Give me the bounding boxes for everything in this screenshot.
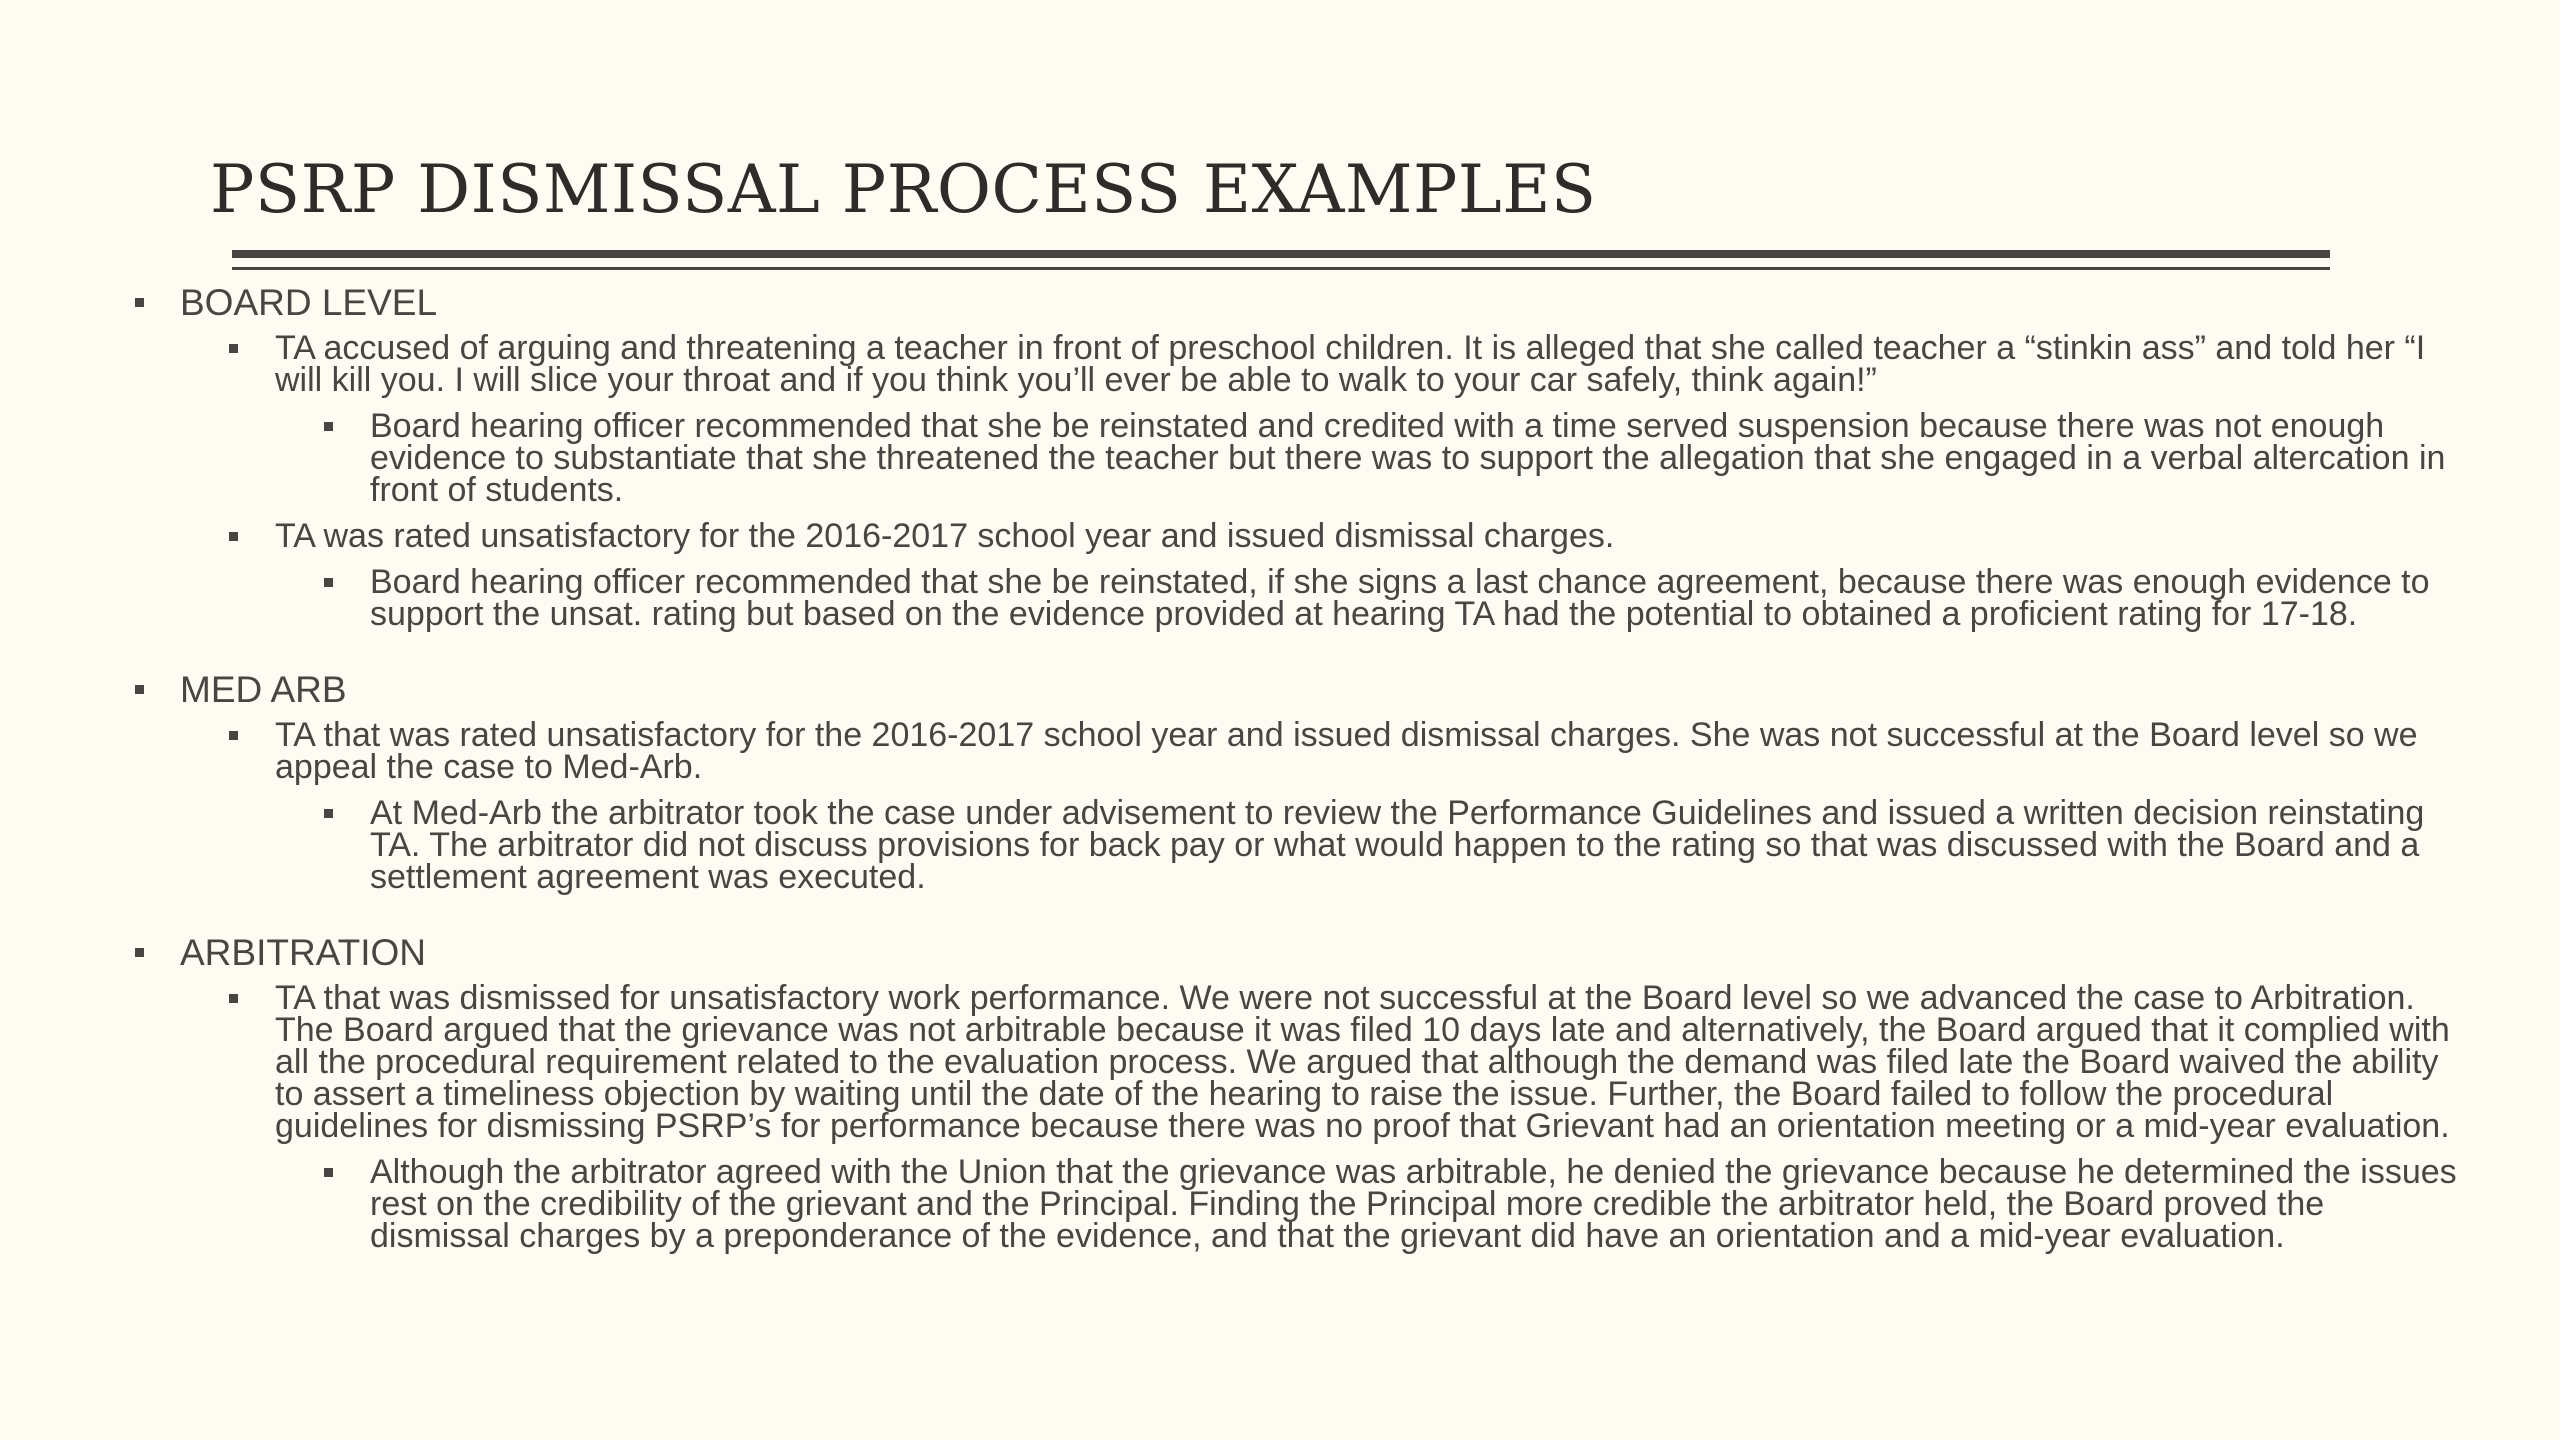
section-med-arb <box>130 665 2470 896</box>
sub-bullet-item: Although the arbitrator agreed with the Union that the grievance was arbitrable, he denied the grievance because he determined the issues rest on the credibility of the grievant and the Principal. Finding the Principal more credible the arbitrator held, the Board proved the dismissal charges by a preponderance of the evidence, and that the grievant did have an orientation and a mid-year evaluation. <box>320 1156 2465 1252</box>
section-heading: MED ARB <box>130 665 2470 715</box>
section-heading: BOARD LEVEL <box>130 278 2470 328</box>
bullet-item: TA accused of arguing and threatening a teacher in front of preschool children. It is alleged that she called teacher a “stinkin ass” and told her “I will kill you. I will slice your throat and if you think you’ll ever be able to walk to your car safely, think again!” <box>225 332 2465 396</box>
title-underline-thin <box>232 267 2330 270</box>
bullet-item: TA that was dismissed for unsatisfactory work performance. We were not successful at the Board level so we advanced the case to Arbitration. The Board argued that the grievance was not arbitrable because it was filed 10 days late and alternatively, the Board argued that it complied with all the procedural requirement related to the evaluation process. We argued that although the demand was filed late the Board waived the ability to assert a timeliness objection by waiting until the date of the hearing to raise the issue. Further, the Board failed to follow the procedural guidelines for dismissing PSRP’s for performance because there was no proof that Grievant had an orientation meeting or a mid-year evaluation. <box>225 982 2465 1142</box>
slide-body <box>130 278 2470 1287</box>
title-underline-thick <box>232 250 2330 258</box>
section-arbitration <box>130 928 2470 1255</box>
sub-bullet-item: Board hearing officer recommended that she be reinstated, if she signs a last chance agreement, because there was enough evidence to support the unsat. rating but based on the evidence provided at hearing TA had the potential to obtained a proficient rating for 17-18. <box>320 566 2465 630</box>
bullet-item: TA was rated unsatisfactory for the 2016-2017 school year and issued dismissal charges. <box>225 520 2465 552</box>
slide-title: PSRP DISMISSAL PROCESS EXAMPLES <box>210 151 1597 228</box>
section-heading: ARBITRATION <box>130 928 2470 978</box>
sub-bullet-item: At Med-Arb the arbitrator took the case under advisement to review the Performance Guidelines and issued a written decision reinstating TA. The arbitrator did not discuss provisions for back pay or what would happen to the rating so that was discussed with the Board and a settlement agreement was executed. <box>320 797 2465 893</box>
section-board-level <box>130 278 2470 633</box>
bullet-item: TA that was rated unsatisfactory for the 2016-2017 school year and issued dismissal charges. She was not successful at the Board level so we appeal the case to Med-Arb. <box>225 719 2465 783</box>
sub-bullet-item: Board hearing officer recommended that she be reinstated and credited with a time served suspension because there was not enough evidence to substantiate that she threatened the teacher but there was to support the allegation that she engaged in a verbal altercation in front of students. <box>320 410 2465 506</box>
